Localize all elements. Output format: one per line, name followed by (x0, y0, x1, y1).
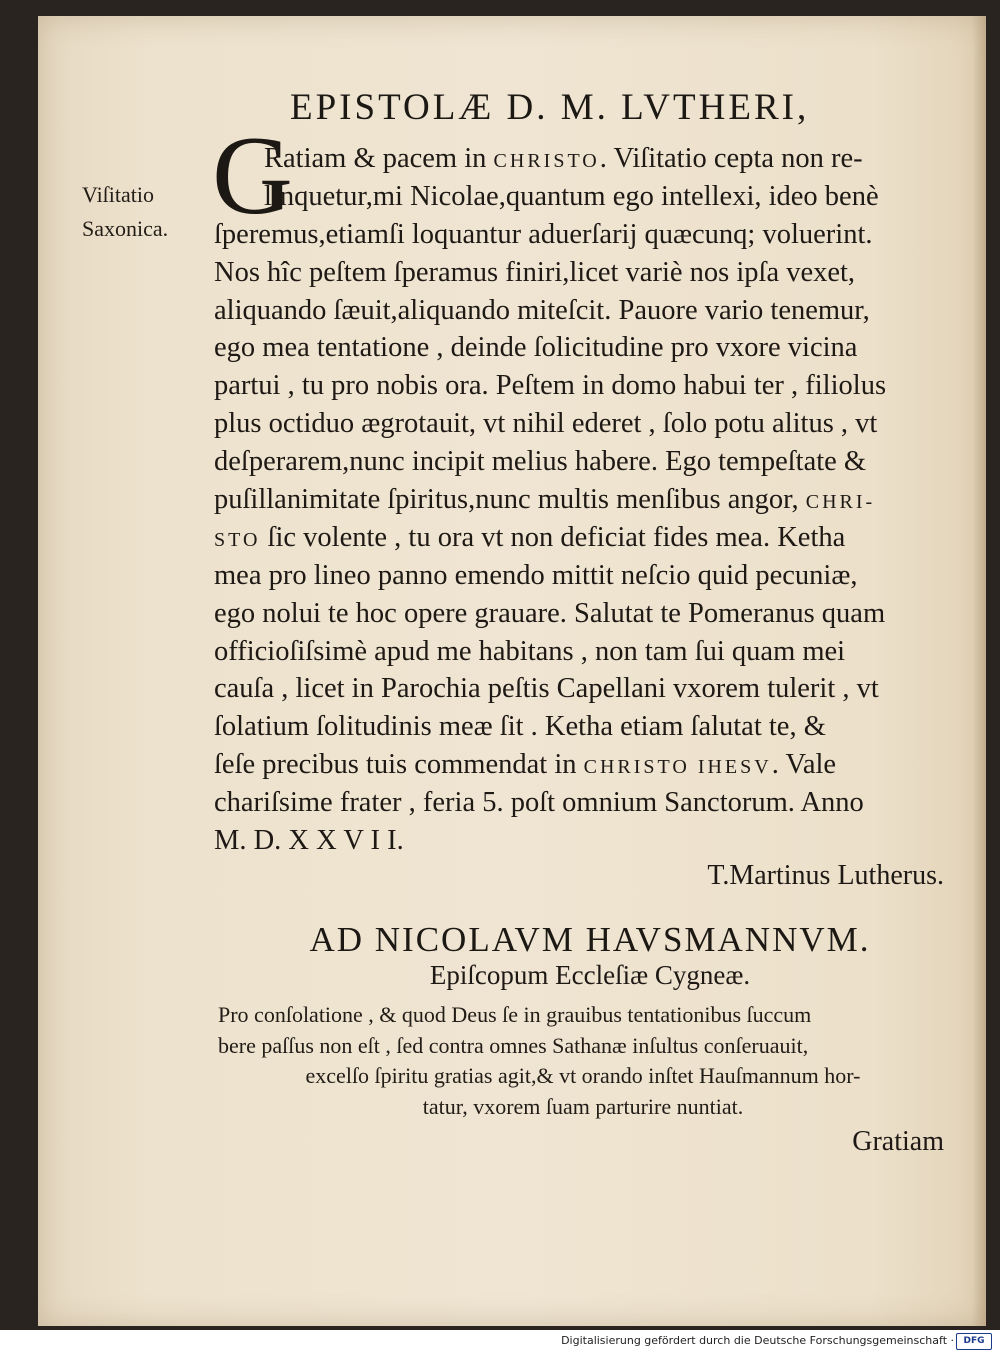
body-text-segment: mea pro lineo panno emendo mittit neſcio quid pecuniæ, (214, 559, 858, 591)
body-line (214, 367, 940, 405)
body-line (214, 140, 940, 178)
section-title: AD NICOLAVM HAVSMANNVM. (309, 920, 871, 959)
body-line (214, 329, 940, 367)
body-line (214, 670, 940, 708)
body-line (214, 216, 940, 254)
body-text-segment: linquetur,mi Nicolae,quantum ego intellexi, ideo benè (264, 180, 879, 212)
page-edge-shadow (972, 16, 986, 1326)
body-text-segment: ego nolui te hoc opere grauare. Salutat te Pomeranus quam (214, 597, 886, 629)
body-text-segment: ſperemus,etiamſi loquantur aduerſarij quæcunq; voluerint. (214, 218, 873, 250)
body-text-segment: officioſiſsimè apud me habitans , non tam ſui quam mei (214, 635, 846, 667)
body-text-segment: plus octiduo ægrotauit, vt nihil ederet , ſolo potu alitus , vt (214, 408, 878, 440)
section-subtitle: Epiſcopum Eccleſiæ Cygneæ. (429, 960, 751, 990)
catchword: Gratiam (852, 1126, 944, 1157)
body-text-segment: deſperarem,nunc incipit melius habere. Ego tempeſtate & (214, 446, 867, 478)
funding-notice: Digitalisierung gefördert durch die Deutsche Forschungsgemeinschaft · (561, 1334, 954, 1347)
body-line (214, 178, 940, 216)
dfg-logo[interactable]: DFG (956, 1333, 992, 1350)
summary-line: Pro conſolatione , & quod Deus ſe in grauibus tentationibus ſuccum (218, 1002, 812, 1027)
summary-line: tatur, vxorem ſuam parturire nuntiat. (422, 1093, 744, 1119)
letter-summary (218, 1000, 948, 1122)
footer-bar (0, 1330, 1000, 1352)
margin-note-line-2: Saxonica. (82, 216, 169, 241)
body-line (214, 557, 940, 595)
body-text-segment: ſeſe precibus tuis commendat in (214, 749, 584, 781)
body-text-segment: Ratiam & pacem in (264, 143, 494, 174)
body-text-segment: Nos hîc peſtem ſperamus finiri,licet variè nos ipſa vexet, (214, 256, 856, 288)
body-text-segment: ſolatium ſolitudinis meæ ſit . Ketha etiam ſalutat te, & (214, 711, 826, 743)
body-line (214, 822, 940, 860)
body-text-segment: aliquando ſæuit,aliquando miteſcit. Pauore vario tenemur, (214, 294, 870, 326)
body-line (214, 746, 940, 784)
body-text-segment: M. D. X X V I I. (214, 825, 404, 857)
body-line (214, 708, 940, 746)
letter-body (214, 140, 940, 860)
body-text-segment: ego mea tentatione , deinde ſolicitudine pro vxore vicina (214, 332, 858, 364)
body-line (214, 254, 940, 292)
body-text-segment: ſic volente , tu ora vt non deficiat fides mea. Ketha (260, 521, 846, 553)
small-caps-text: CHRISTO (493, 150, 600, 172)
running-heading: EPISTOLÆ D. M. LVTHERI, (290, 87, 810, 128)
signature: T.Martinus Lutherus. (707, 860, 944, 891)
summary-line: excelſo ſpiritu gratias agit,& vt orando inſtet Hauſmannum hor- (305, 1063, 861, 1088)
small-caps-text: CHRI- (805, 491, 876, 514)
margin-note-line-1: Viſitatio (82, 182, 155, 207)
body-text-segment: partui , tu pro nobis ora. Peſtem in domo habui ter , filiolus (214, 370, 887, 402)
body-line (214, 481, 940, 519)
body-line (214, 784, 940, 822)
body-text-segment: chariſsime frater , feria 5. poſt omnium Sanctorum. Anno (214, 787, 864, 819)
body-line (214, 405, 940, 443)
margin-note (82, 178, 168, 246)
body-text-segment: cauſa , licet in Parochia peſtis Capellani vxorem tulerit , vt (214, 673, 879, 705)
small-caps-text: CHRISTO IHESV (583, 756, 772, 779)
body-text-segment: . Viſitatio cepta non re- (599, 143, 863, 174)
body-line (214, 519, 940, 557)
small-caps-text: STO (214, 528, 261, 551)
drop-cap: G (212, 114, 293, 238)
summary-line: bere paſſus non eſt , ſed contra omnes Sathanæ inſultus conſeruauit, (218, 1032, 809, 1058)
body-line (214, 443, 940, 481)
body-line (214, 595, 940, 633)
body-line (214, 292, 940, 330)
body-text-segment: . Vale (771, 749, 837, 781)
body-text-segment: puſillanimitate ſpiritus,nunc multis menſibus angor, (214, 484, 806, 516)
body-line (214, 633, 940, 671)
